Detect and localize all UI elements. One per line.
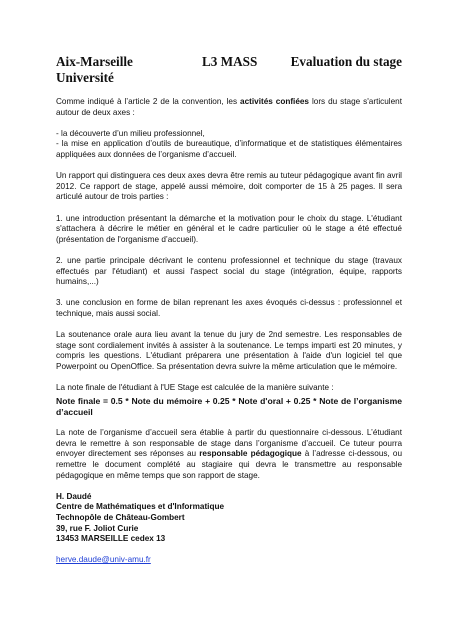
grade-intro: La note finale de l'étudiant à l'UE Stage est calculée de la manière suivante : bbox=[56, 383, 334, 393]
intro-text-end: lors du stage s'articulent autour de deux axes : bbox=[56, 97, 403, 117]
report-part-2: 2. une partie principale décrivant le contenu professionnel et technique du stage (travaux effectués par l'étudiant) et aussi l'aspect social du stage (intégration, équipe, rapports humains,...) bbox=[56, 255, 402, 287]
axes-list bbox=[56, 129, 402, 161]
host-grade-text-end: à l’adresse ci-dessous, ou remettre le document complété au stagiaire qui devra le transmettre au responsable pédagogique en même temps que son rapport de stage. bbox=[56, 449, 403, 480]
program-name: L3 MASS bbox=[202, 54, 258, 69]
signature-line: Technopôle de Château-Gombert bbox=[56, 512, 185, 522]
defense-paragraph: La soutenance orale aura lieu avant la tenue du jury de 2nd semestre. Les responsables de stage sont cordialement invités à assister à la soutenance. Le temps imparti est 20 minutes, y compris les questions. L'étudiant préparera une présentation à l'aide d'un logiciel tel que Powerpoint ou OpenOffice. Sa présentation devra suivre la même articulation que le mémoire. bbox=[56, 330, 402, 371]
signature-block bbox=[56, 492, 402, 545]
grade-formula: Note finale = 0.5 * Note du mémoire + 0.25 * Note d'oral + 0.25 * Note de l’organisme d’accueil bbox=[56, 395, 402, 417]
signature-line: 13453 MARSEILLE cedex 13 bbox=[56, 534, 166, 544]
document-header bbox=[56, 54, 402, 86]
host-grade-paragraph bbox=[56, 428, 402, 481]
university-name: Aix-Marseille bbox=[56, 54, 133, 69]
intro-paragraph bbox=[56, 97, 402, 118]
host-grade-emphasis: responsable pédagogique bbox=[199, 449, 302, 459]
signature-line: 39, rue F. Joliot Curie bbox=[56, 523, 139, 533]
university-name-line2: Université bbox=[56, 70, 114, 85]
document-body bbox=[56, 97, 402, 566]
report-paragraph: Un rapport qui distinguera ces deux axes devra être remis au tuteur pédagogique avant fin avril 2012. Ce rapport de stage, appelé aussi mémoire, doit comporter de 15 à 25 pages. Il sera articulé autour de trois parties : bbox=[56, 171, 402, 202]
signature-line: Centre de Mathématiques et d'Informatique bbox=[56, 502, 224, 512]
document-title: Evaluation du stage bbox=[290, 54, 402, 69]
axis-item: - la découverte d’un milieu professionnel, bbox=[56, 128, 205, 138]
signature-line: H. Daudé bbox=[56, 491, 92, 501]
intro-emphasis: activités confiées bbox=[240, 97, 309, 106]
email-link[interactable]: herve.daude@univ-amu.fr bbox=[56, 555, 151, 565]
report-part-3: 3. une conclusion en forme de bilan reprenant les axes évoqués ci-dessus : professionnel et technique, mais aussi social. bbox=[56, 298, 402, 318]
intro-text: Comme indiqué à l’article 2 de la convention, les bbox=[56, 97, 241, 106]
report-part-1: 1. une introduction présentant la démarche et la motivation pour le choix du stage. L'étudiant s'attachera à décrire le métier en général et le cadre particulier où le stage a été effectué (présentation de l'organisme d’accueil). bbox=[56, 213, 402, 244]
host-grade-text: La note de l’organisme d’accueil sera établie à partir du questionnaire ci-dessous. L’étudiant devra le remettre à son responsable de stage dans l’organisme d’accueil. Ce tuteur pourra envoyer directement ses réponses au bbox=[56, 428, 402, 459]
axis-item: - la mise en application d’outils de bureautique, d’informatique et de statistiques élémentaires appliquées aux données de l’organisme d’accueil. bbox=[56, 139, 402, 159]
